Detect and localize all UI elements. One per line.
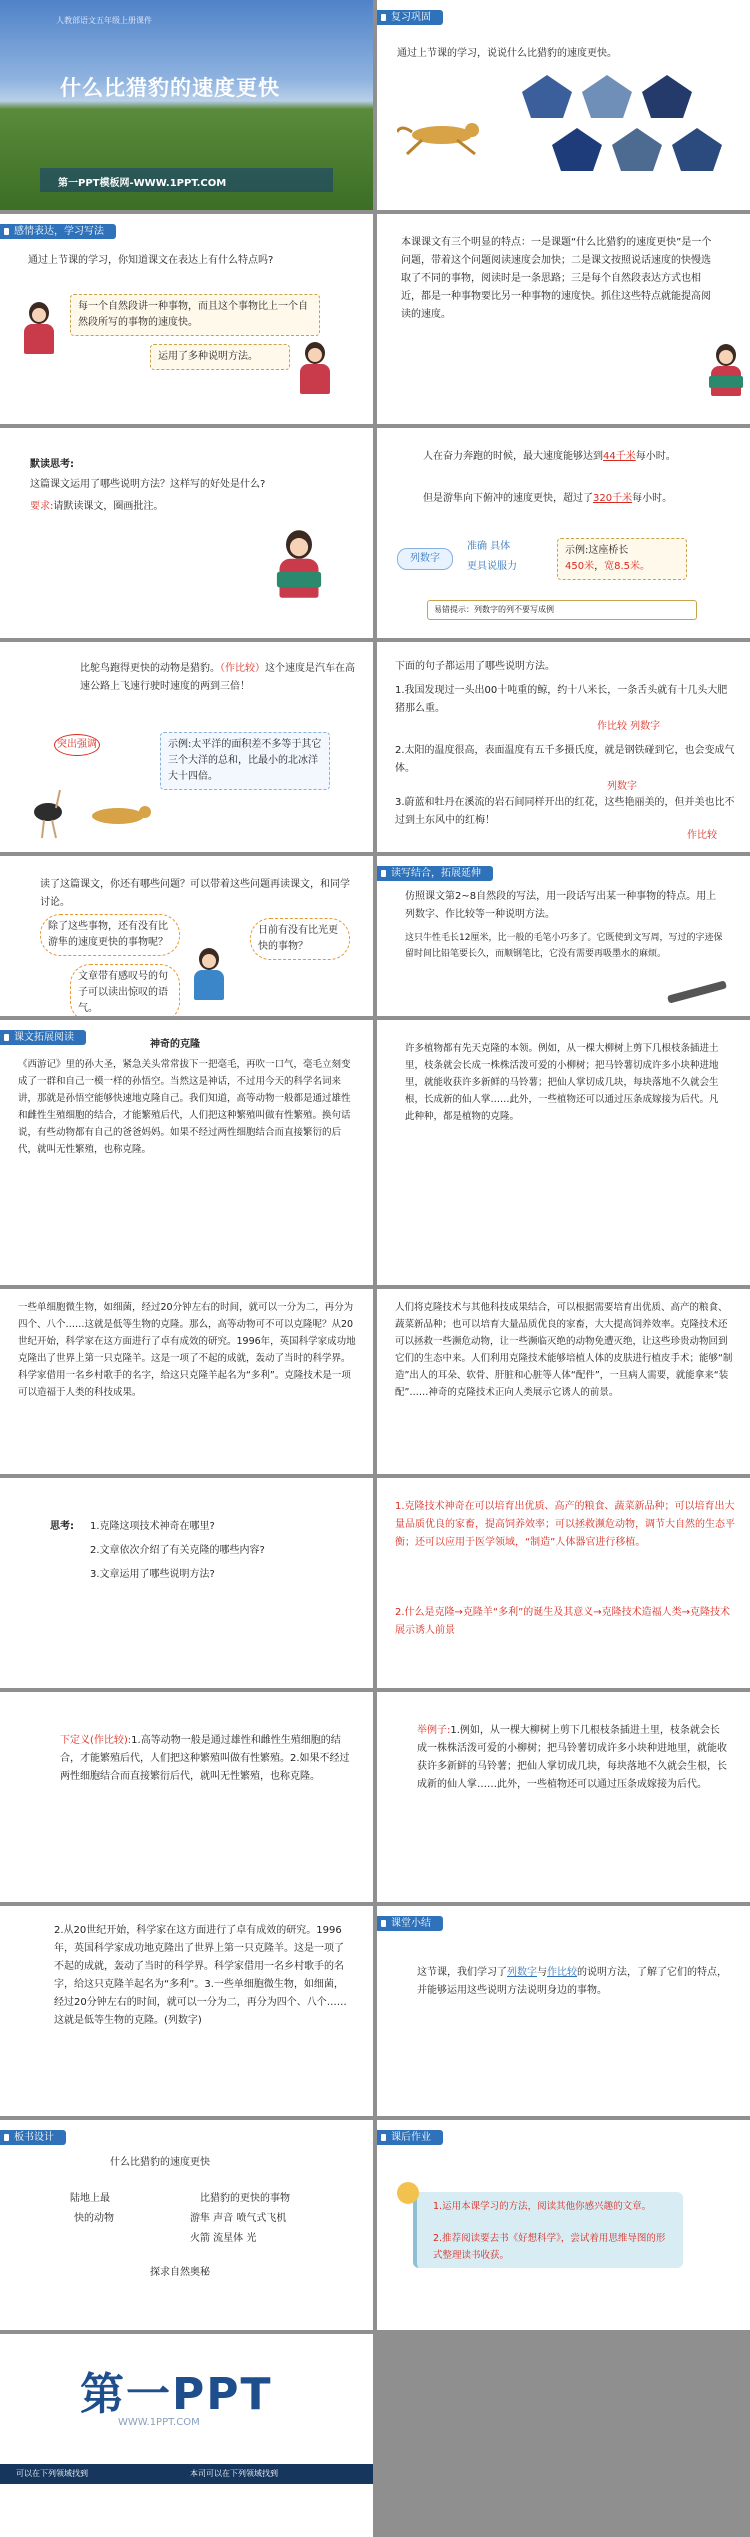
heading: 默读思考: xyxy=(30,459,74,470)
summary-c: 与 xyxy=(537,1967,547,1978)
board-right-3: 火箭 流星体 光 xyxy=(190,2233,257,2244)
example-value-1: 450米 xyxy=(565,561,595,572)
slide-methods xyxy=(377,642,750,852)
method-a: 列数字 xyxy=(507,1967,537,1978)
section-tag: 板书设计 xyxy=(0,2130,66,2145)
pen-image xyxy=(667,980,727,1003)
example-text: 1.例如，从一棵大柳树上剪下几根枝条插进土里，枝条就会长成一株株活泼可爱的小柳树；把马铃薯切成许多小块种进地里，就能收获许多新鲜的马铃薯；把仙人掌切成几块，每块落地不久就会生根，长成新的仙人掌……此外，一些植物还可以通过压条成嫁接为后代。 xyxy=(417,1725,727,1790)
section-tag: 课后作业 xyxy=(377,2130,443,2145)
slide-microbes xyxy=(0,1289,373,1474)
unit: 每小时。 xyxy=(635,451,676,462)
board-title: 什么比猎豹的速度更快 xyxy=(110,2157,210,2168)
example-label: 示例: xyxy=(565,545,589,556)
board-left-1: 陆地上最 xyxy=(70,2193,110,2204)
method-2: 列数字 xyxy=(607,781,637,792)
sentence-1: 1.我国发现过一头出00十吨重的鲸，约十八米长，一条舌头就有十几头大肥猪那么重。 xyxy=(395,685,728,714)
section-tag: 课堂小结 xyxy=(377,1916,443,1931)
accuracy: 准确 具体 xyxy=(467,541,511,552)
heading: 下面的句子都运用了哪些说明方法。 xyxy=(395,661,555,672)
section-tag: 复习巩固 xyxy=(377,10,443,25)
plants-text: 许多植物都有先天克隆的本领。例如，从一棵大柳树上剪下几根枝条插进土里，枝条就会长成一株株活泼可爱的小柳树；把马铃薯切成许多小块种进地里，就能收获许多新鲜的马铃薯；把仙人掌切成几块，每块落地不久就会生根，长成新的仙人掌……此外，一些植物还可以通过压条成嫁接为后代。凡此种种，都是植物的克隆。 xyxy=(405,1043,719,1123)
slide-features xyxy=(377,214,750,424)
slide-answers xyxy=(377,1478,750,1688)
method-note: （作比较） xyxy=(220,663,265,674)
slide-plants xyxy=(377,1020,750,1285)
board-right-1: 比猎豹的更快的事物 xyxy=(200,2193,290,2204)
example: 这只牛性毛长12厘米，比一般的毛笔小巧多了。它既使到文写周，写过的字迹保留时间比铅笔要长久，而顺钢笔比，它没有需要再吸墨水的麻烦。 xyxy=(405,933,723,960)
task: 仿照课文第2~8自然段的写法，用一段话写出某一种事物的特点。用上列数字、作比较等一种说明方法。 xyxy=(405,891,717,920)
slide-questions xyxy=(0,856,373,1016)
req-text: 请默读课文，圈画批注。 xyxy=(53,501,164,512)
cheetah-image xyxy=(397,110,487,160)
question: 读了这篇课文，你还有哪些问题？可以带着这些问题再读课文，和同学讨论。 xyxy=(40,879,350,908)
slide-summary xyxy=(377,1906,750,2116)
numbers-text: 2.从20世纪开始，科学家在这方面进行了卓有成效的研究。1996年，英国科学家成功地克隆出了世界上第一只克隆羊。这是一项了不起的成就，轰动了当时的科学界。科学家借用一名乡村歌手的名字，给这只克隆羊起名为“多利”。3.一些单细胞微生物，如细菌，经过20分钟左右的时间，就可以一分为二，再分为四个、八个……这就是低等生物的克隆。(列数字) xyxy=(54,1925,347,2026)
req-label: 要求: xyxy=(30,501,54,512)
value-320: 320千米 xyxy=(593,493,633,504)
page-title: 什么比猎豹的速度更快 xyxy=(60,76,280,100)
highlight-bubble: 突出强调 xyxy=(54,734,100,756)
student-icon xyxy=(296,342,334,394)
homework-box xyxy=(413,2192,683,2268)
value-44: 44千米 xyxy=(603,451,636,462)
cloud-1: 除了这些事物，还有没有比游隼的速度更快的事物呢？ xyxy=(40,914,180,956)
slide-reading xyxy=(0,1020,373,1285)
answer-box-1: 每一个自然段讲一种事物，而且这个事物比上一个自然段所写的事物的速度快。 xyxy=(70,294,320,336)
slide-numbers: 人在奋力奔跑的时候，最大速度能够达到44千米每小时。 但是游隼向下俯冲的速度更快，超过了320千米每小时。 列数字 准确 具体 更具说服力 示例:这座桥长 450米，宽8.5米。 易错提示：列数字的列不要写成例 xyxy=(377,428,750,638)
homework-2: 2.推荐阅读要去书《好想科学》，尝试着用思维导图的形式整理读书收获。 xyxy=(433,2233,666,2262)
question-1: 1.克隆这项技术神奇在哪里? xyxy=(90,1521,215,1532)
sentence-2: 这个速度是汽车在高速公路上飞速行驶时速度的两到三倍！ xyxy=(80,663,355,692)
example-text: 太平洋的面积差不多等于其它三个大洋的总和，比最小的北冰洋大十四倍。 xyxy=(168,739,322,782)
cloud-2: 日前有没有比光更快的事物？ xyxy=(250,918,350,960)
section-tag: 课文拓展阅读 xyxy=(0,1030,86,1045)
microbes-text: 一些单细胞微生物，如细菌，经过20分钟左右的时间，就可以一分为二，再分为四个、八个……这就是低等生物的克隆。那么，高等动物可不可以克隆呢？从20世纪开始，科学家在这方面进行了卓有成效的研究。1996年，英国科学家成功地克隆出了世界上第一只克隆羊。这是一项了不起的成就，轰动了当时的科学界。科学家借用一名乡村歌手的名字，给这只克隆羊起名为“多利”。克隆技术是一项可以造福于人类的科技成果。 xyxy=(18,1302,356,1399)
features-text: 本课课文有三个明显的特点：一是课题“什么比猎豹的速度更快”是一个问题，带着这个问题阅读速度会加快；二是课文按照说话速度的快慢选取了不同的事物，阅读时是一条思路；三是每个自然段表达方式也相近，都是一种事物要比另一种事物的速度快。抓住这些特点就能提高阅读的速度。 xyxy=(401,237,712,320)
board-left-2: 快的动物 xyxy=(74,2213,114,2224)
slide-silent-read xyxy=(0,428,373,638)
method-b: 作比较 xyxy=(547,1967,577,1978)
teacher-icon xyxy=(707,344,745,396)
tip: 易错提示：列数字的列不要写成例 xyxy=(427,600,697,620)
summary-e: 的说明方法，了解了它们的特点，并能够运用这些说明方法说明身边的事物。 xyxy=(417,1967,727,1996)
line-1: 人在奋力奔跑的时候，最大速度能够达到 xyxy=(423,451,603,462)
question: 通过上节课的学习，说说什么比猎豹的速度更快。 xyxy=(397,48,617,59)
answer-box-2: 运用了多种说明方法。 xyxy=(150,344,290,370)
teacher-icon xyxy=(274,530,323,598)
sentence-2: 2.太阳的温度很高，表面温度有五千多摄氏度，就是钢铁碰到它，也会变成气体。 xyxy=(395,745,735,774)
slide-homework xyxy=(377,2120,750,2330)
student-icon xyxy=(20,302,58,354)
slide-think xyxy=(0,1478,373,1688)
homework-1: 1.运用本课学习的方法，阅读其他你感兴趣的文章。 xyxy=(433,2201,652,2212)
summary-a: 这节课，我们学习了 xyxy=(417,1967,507,1978)
slide-expression xyxy=(0,214,373,424)
example-label: 示例: xyxy=(168,739,192,750)
empty-slot xyxy=(377,2334,750,2537)
example-value-2: 宽8.5米。 xyxy=(604,561,650,572)
slide-title xyxy=(0,0,373,210)
footer-col-2: 本司可以在下列领域找到 xyxy=(190,2469,278,2478)
slide-numbers-2 xyxy=(0,1906,373,2116)
answer-2: 2.什么是克隆→克隆羊“多利”的诞生及其意义→克隆技术造福人类→克隆技术展示诱人前景 xyxy=(395,1607,731,1636)
footer-col-1: 可以在下列领域找到 xyxy=(16,2469,88,2478)
cloud-3: 文章带有感叹号的句子可以读出惊叹的语气。 xyxy=(70,964,180,1016)
slide-comparison xyxy=(0,642,373,852)
ostrich-cheetah-image xyxy=(18,782,158,842)
slide-ending xyxy=(0,2334,373,2537)
line-2: 但是游隼向下俯冲的速度更快，超过了 xyxy=(423,493,593,504)
question: 通过上节课的学习，你知道课文在表达上有什么特点吗? xyxy=(28,255,274,266)
logo: 第一PPT xyxy=(80,2369,273,2420)
section-tag: 感情表达，学习写法 xyxy=(0,224,116,239)
unit: 每小时。 xyxy=(632,493,673,504)
sentence-1: 比鸵鸟跑得更快的动物是猎豹。 xyxy=(80,663,220,674)
question-2: 2.文章依次介绍了有关克隆的哪些内容? xyxy=(90,1545,265,1556)
board-right-2: 游隼 声音 喷气式飞机 xyxy=(190,2213,287,2224)
benefits-text: 人们将克隆技术与其他科技成果结合，可以根据需要培育出优质、高产的粮食、蔬菜新品种；也可以培育大量品质优良的家畜，大大提高饲养效率。克隆技术还可以拯救一些濒危动物，让一些濒临灭绝的动物免遭灭绝，让这些珍贵动物回到它们的生态中来。人们利用克隆技术能够培植人体的皮肤进行植皮手术；能够“制造”出人的耳朵、软骨、肝脏和心脏等人体“配件”，一旦病人需要，就能拿来“装配”……神奇的克隆技术正向人类展示它诱人的前景。 xyxy=(395,1302,733,1399)
answer-1: 1.克隆技术神奇在可以培育出优质、高产的粮食、蔬菜新品种；可以培育出大量品质优良的家畜，提高饲养效率；可以拯救濒危动物，调节大自然的生态平衡；还可以应用于医学领域，“制造”人体器官进行移植。 xyxy=(395,1501,735,1548)
site-label: 第一PPT模板网-WWW.1PPT.COM xyxy=(58,178,227,189)
method-3: 作比较 xyxy=(687,830,717,841)
question: 这篇课文运用了哪些说明方法？这样写的好处是什么? xyxy=(30,479,266,490)
pentagon-images xyxy=(517,70,727,180)
method-1: 作比较 列数字 xyxy=(597,721,661,732)
section-tag: 读写结合，拓展延伸 xyxy=(377,866,493,881)
slide-benefits xyxy=(377,1289,750,1474)
heading: 思考: xyxy=(50,1521,74,1532)
convincing: 更具说服力 xyxy=(467,561,517,572)
method-badge: 列数字 xyxy=(397,548,453,570)
logo-url: WWW.1PPT.COM xyxy=(118,2417,200,2428)
pencil-icon xyxy=(397,2182,419,2204)
slide-writing xyxy=(377,856,750,1016)
method-label: 举例子: xyxy=(417,1725,451,1736)
article-title: 神奇的克隆 xyxy=(150,1039,200,1050)
board-bottom: 探求自然奥秘 xyxy=(150,2267,210,2278)
question-3: 3.文章运用了哪些说明方法? xyxy=(90,1569,215,1580)
slide-definition xyxy=(0,1692,373,1902)
sentence-3: 3.蔚蓝和牡丹在溪流的岩石间同样开出的红花，这些艳丽美的，但并美也比不过到土东风中的红梅！ xyxy=(395,797,735,826)
thinking-student-icon xyxy=(190,948,228,1000)
slide-examples xyxy=(377,1692,750,1902)
method-label: 下定义(作比较): xyxy=(60,1735,132,1746)
slide-board xyxy=(0,2120,373,2330)
article-text: 《西游记》里的孙大圣，紧急关头常常拔下一把毫毛，再吹一口气，毫毛立刻变成了一群和自己一模一样的孙悟空。当然这是神话，不过用今天的科学名词来讲，那就是孙悟空能够快速地克隆自己。我们知道，高等动物一般都是通过雄性和雌性生殖细胞的结合，才能繁殖后代，人们把这种繁殖叫做有性繁殖。换句话说，有些动物都有自己的爸爸妈妈。如果不经过两性细胞结合而直接繁衍的后代，就叫无性繁殖，也称克隆。 xyxy=(18,1059,351,1156)
example-text: 这座桥长 xyxy=(588,545,629,556)
definition-text: 1.高等动物一般是通过雄性和雌性生殖细胞的结合，才能繁殖后代，人们把这种繁殖叫做有性繁殖。2.如果不经过两性细胞结合而直接繁衍后代，就叫无性繁殖，也称克隆。 xyxy=(60,1735,350,1782)
subtitle: 人教部语文五年级上册课件 xyxy=(56,16,152,25)
slide-review xyxy=(377,0,750,210)
